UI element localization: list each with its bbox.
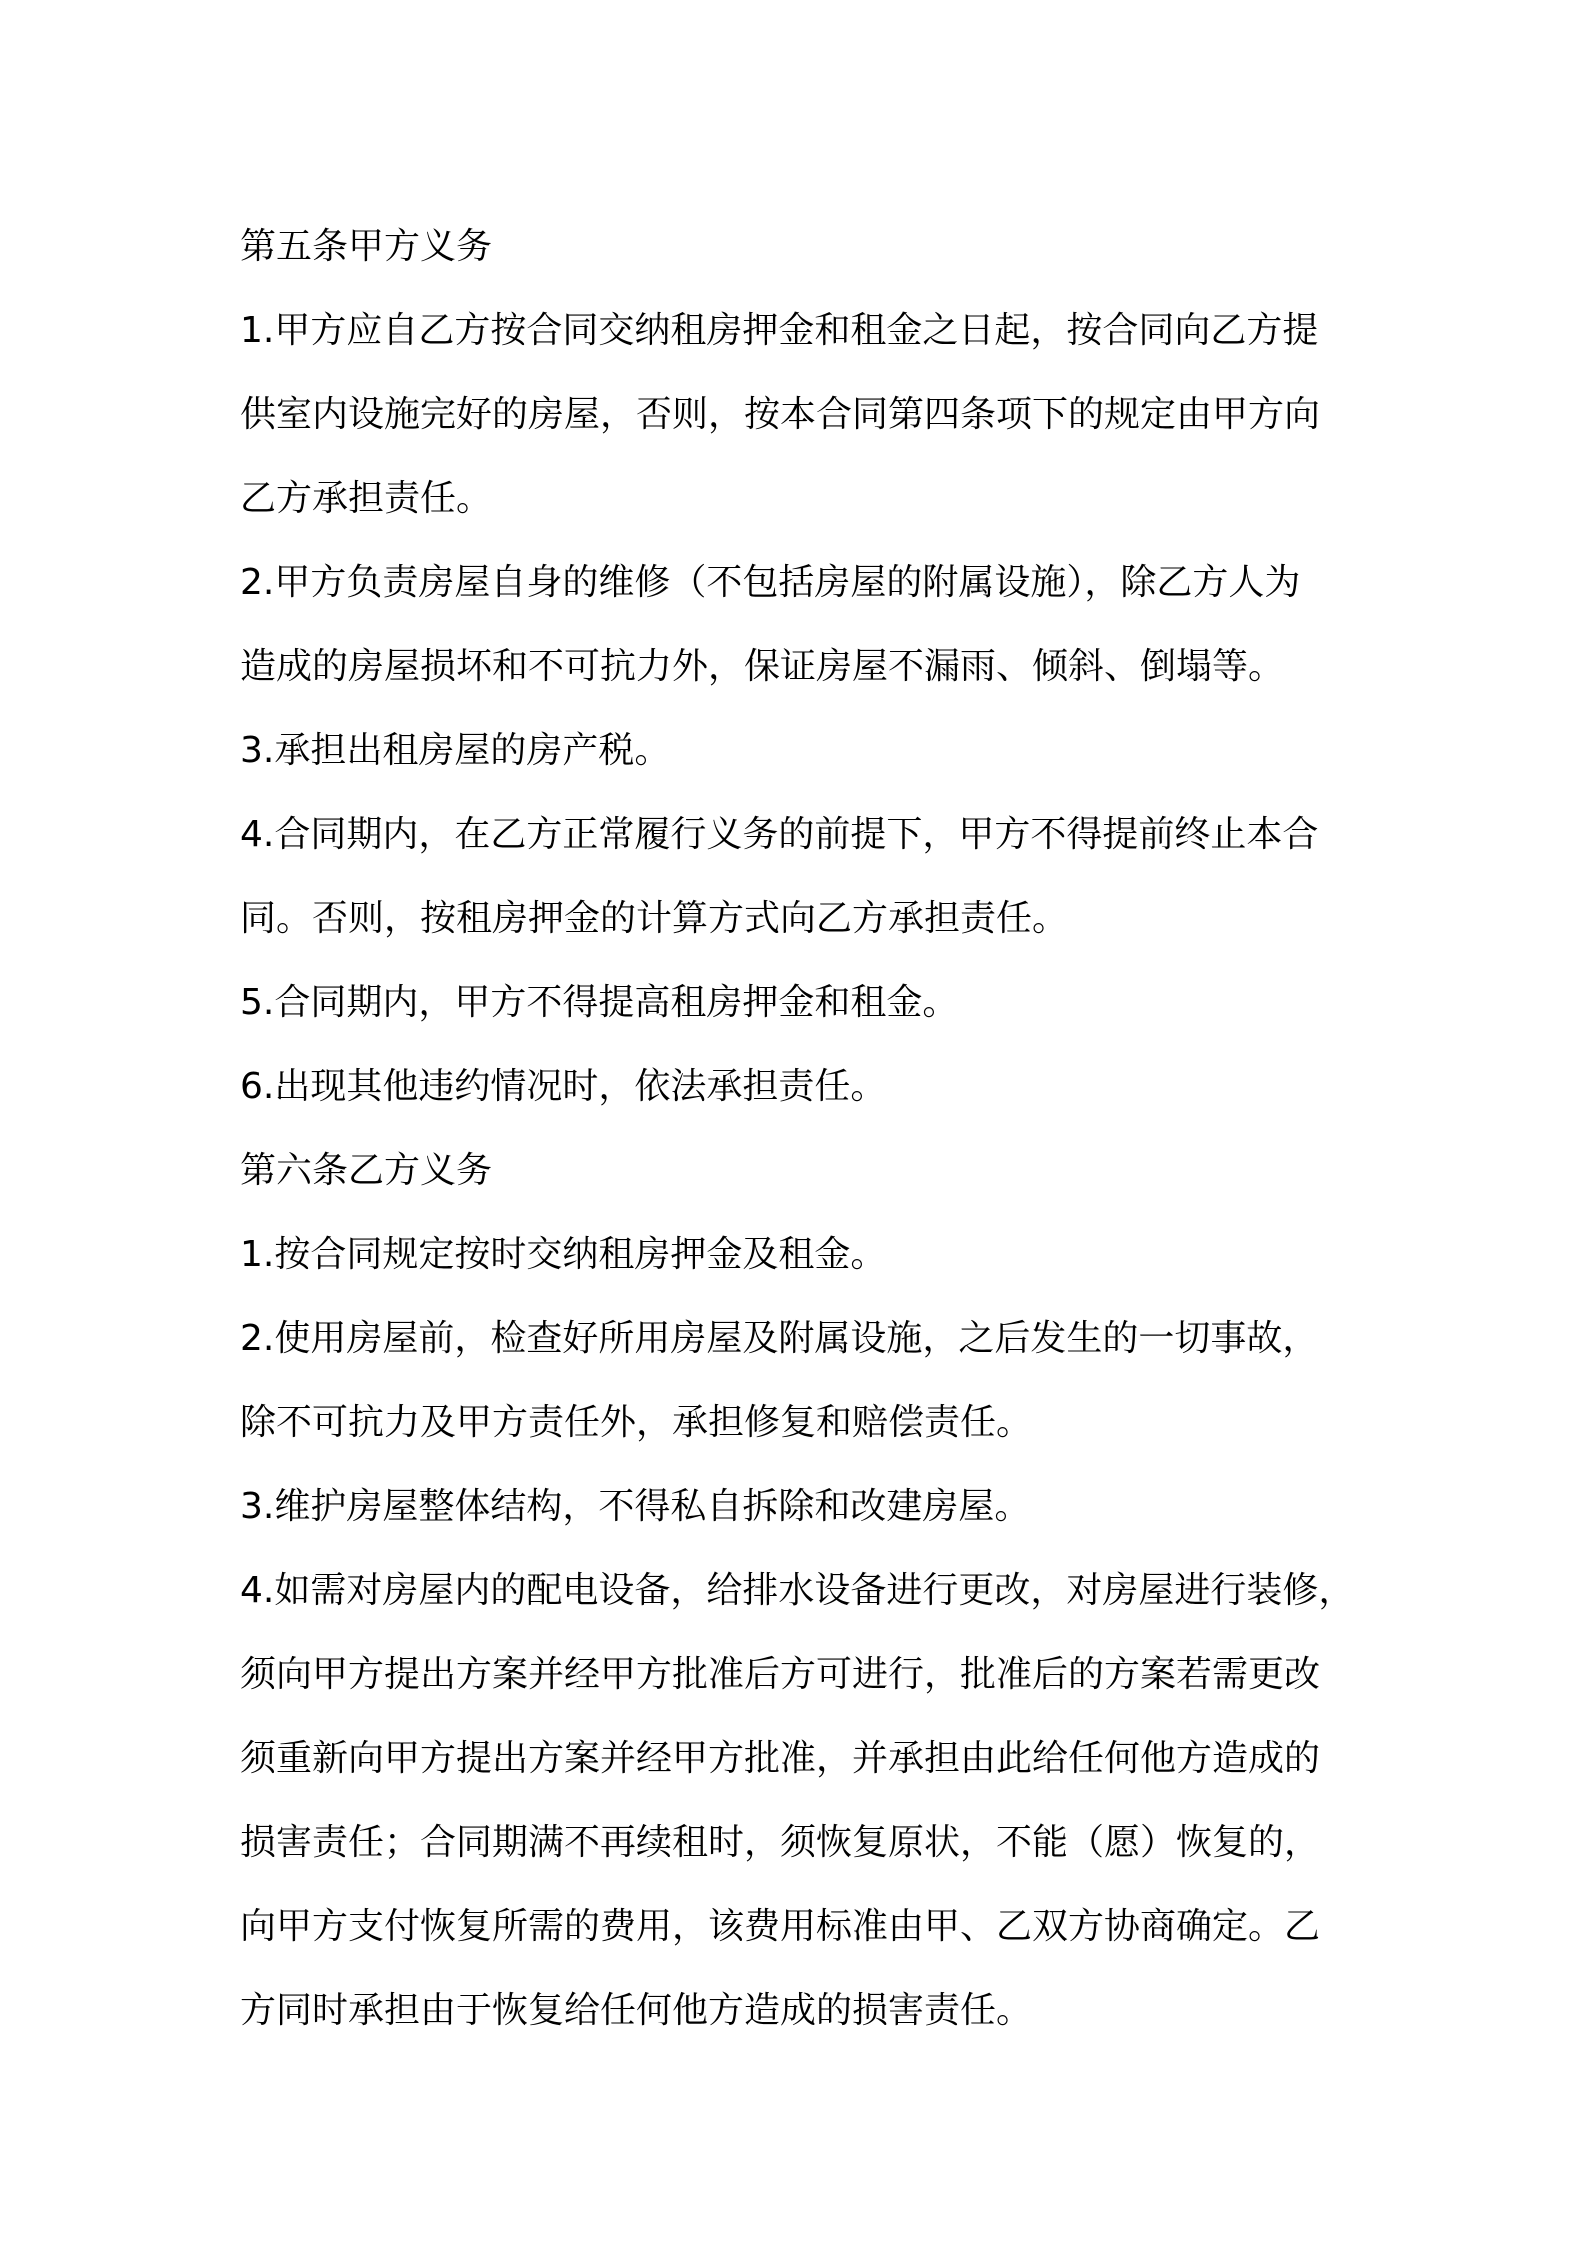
paragraph-line: 2.甲方负责房屋自身的维修（不包括房屋的附属设施），除乙方人为 [240,562,1301,603]
section-heading-5: 第五条甲方义务 [240,226,493,267]
paragraph-line: 5.合同期内，甲方不得提高租房押金和租金。 [240,982,959,1023]
paragraph-line: 须重新向甲方提出方案并经甲方批准，并承担由此给任何他方造成的 [240,1738,1321,1779]
paragraph-line: 除不可抗力及甲方责任外，承担修复和赔偿责任。 [240,1402,1033,1443]
paragraph-line: 同。否则，按租房押金的计算方式向乙方承担责任。 [240,898,1069,939]
paragraph-line: 供室内设施完好的房屋，否则，按本合同第四条项下的规定由甲方向 [240,394,1321,435]
paragraph-line: 方同时承担由于恢复给任何他方造成的损害责任。 [240,1990,1033,2031]
paragraph-line: 损害责任；合同期满不再续租时，须恢复原状，不能（愿）恢复的， [240,1822,1321,1863]
paragraph-line: 3.承担出租房屋的房产税。 [240,730,671,771]
paragraph-line: 1.甲方应自乙方按合同交纳租房押金和租金之日起，按合同向乙方提 [240,310,1319,351]
paragraph-line: 向甲方支付恢复所需的费用，该费用标准由甲、乙双方协商确定。乙 [240,1906,1321,1947]
paragraph-line: 4.合同期内，在乙方正常履行义务的前提下，甲方不得提前终止本合 [240,814,1319,855]
paragraph-line: 乙方承担责任。 [240,478,493,519]
paragraph-line: 4.如需对房屋内的配电设备，给排水设备进行更改，对房屋进行装修， [240,1570,1355,1611]
paragraph-line: 3.维护房屋整体结构，不得私自拆除和改建房屋。 [240,1486,1031,1527]
contract-text [240,205,1360,2053]
paragraph-line: 须向甲方提出方案并经甲方批准后方可进行，批准后的方案若需更改 [240,1654,1321,1695]
paragraph-line: 1.按合同规定按时交纳租房押金及租金。 [240,1234,887,1275]
paragraph-line: 造成的房屋损坏和不可抗力外，保证房屋不漏雨、倾斜、倒塌等。 [240,646,1285,687]
paragraph-line: 6.出现其他违约情况时，依法承担责任。 [240,1066,887,1107]
paragraph-line: 2.使用房屋前，检查好所用房屋及附属设施，之后发生的一切事故， [240,1318,1319,1359]
section-heading-6: 第六条乙方义务 [240,1150,493,1191]
